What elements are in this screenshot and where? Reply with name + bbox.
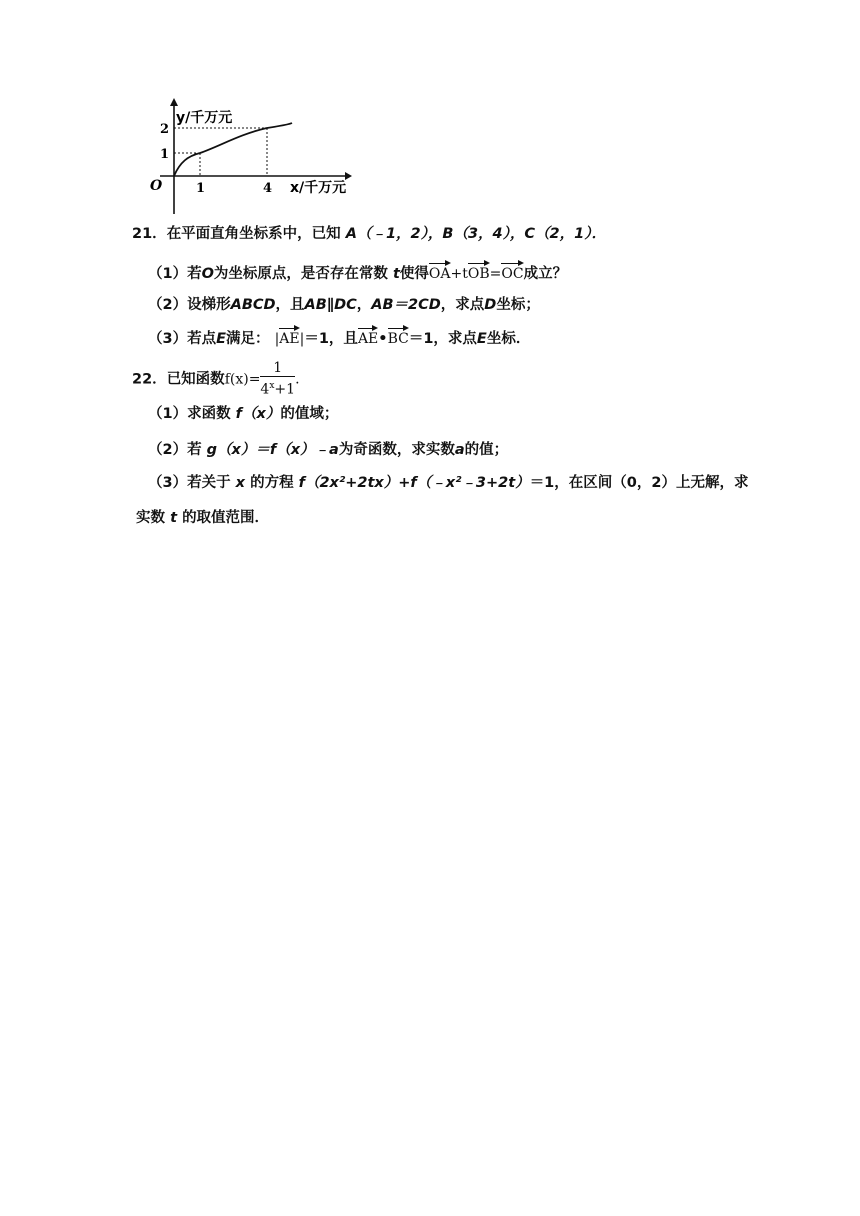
q21-p1-mid: 为坐标原点，是否存在常数: [213, 266, 388, 282]
q22-p2-pre: （2）若: [148, 442, 202, 458]
q22-denominator: [260, 377, 295, 399]
q21-p1-mid2: 使得: [399, 266, 429, 282]
q21-p2-parallel: AB∥DC: [304, 297, 357, 313]
q21-p2-mid: ，且: [275, 297, 305, 313]
function-curve: [174, 123, 292, 176]
q22-p2-a: a: [454, 442, 465, 458]
q22-fraction: [260, 360, 295, 399]
q21-p3-post: 坐标．: [486, 331, 531, 347]
q22-p3-t: t: [170, 510, 177, 526]
q21-p1-o: O: [201, 266, 214, 282]
q22-stem: [132, 360, 300, 399]
q21-part3: [148, 326, 530, 349]
q22-period: .: [295, 371, 300, 388]
q21-stem-text: 在平面直角坐标系中，已知: [166, 226, 341, 242]
q22-number: 22．: [132, 371, 167, 388]
q22-stem-text: 已知函数: [166, 371, 225, 388]
q21-dot: •: [378, 331, 388, 347]
vector-oa: OA: [429, 261, 451, 284]
q21-point-a: A（﹣1，2），: [345, 226, 443, 242]
q21-eq: =: [489, 266, 502, 282]
q21-p1-t: t: [392, 266, 400, 282]
vector-ob: OB: [468, 261, 490, 284]
q22-part1: [148, 404, 338, 424]
origin-label: O: [150, 178, 163, 194]
vector-ae-2: AE: [358, 326, 378, 349]
q21-p3-mid: 满足：: [226, 331, 270, 347]
q21-p3-pre: （3）若点: [148, 331, 217, 347]
y-axis-arrow: [170, 98, 178, 106]
q21-p3-eq1: ＝1，且: [304, 331, 358, 347]
q21-p2-abcd: ABCD: [230, 297, 276, 313]
q22-p1-f: f（x）: [235, 406, 281, 422]
q21-p3-e: E: [216, 331, 226, 347]
q21-p3-eq2: ＝1，求点: [408, 331, 477, 347]
q22-den-exp: x: [269, 381, 275, 391]
q22-p3-x: x: [235, 475, 246, 491]
q21-p1-pre: （1）若: [148, 266, 202, 282]
vector-oc: OC: [501, 261, 523, 284]
q21-point-c: C（2，1）．: [524, 226, 606, 242]
q22-p3-pre: （3）若关于: [148, 475, 231, 491]
q21-p1-post: 成立？: [523, 266, 568, 282]
q21-p2-comma: ，: [356, 297, 372, 313]
q21-plus-t: +t: [450, 266, 468, 282]
q22-part3-line2: [136, 508, 269, 528]
q22-numerator: 1: [260, 360, 295, 377]
vector-ae: AE: [279, 326, 299, 349]
q22-p1-post: 的值域；: [280, 406, 339, 422]
q22-p2-mid: 为奇函数，求实数: [338, 442, 455, 458]
q22-p3-post: ＝1，在区间（0，2）上无解，求: [529, 475, 749, 491]
y-axis-label: y/千万元: [176, 110, 233, 126]
q21-number: 21．: [132, 226, 167, 242]
function-graph: [140, 96, 360, 218]
q22-p3-mid: 的方程: [250, 475, 294, 491]
q22-p3-equation: f（2x²+2tx）+f（﹣x²﹣3+2t）: [298, 475, 530, 491]
x-axis-label: x/千万元: [290, 180, 347, 196]
x-tick-1: 1: [196, 181, 206, 196]
x-tick-4: 4: [263, 181, 273, 196]
q21-part1: [148, 261, 567, 284]
y-tick-1: 1: [160, 147, 170, 162]
q22-part2: [148, 440, 508, 460]
x-axis-arrow: [345, 172, 352, 180]
q21-p3-e2: E: [476, 331, 487, 347]
q22-p3-line2-post: 的取值范围．: [182, 510, 270, 526]
q21-abs-left: |: [274, 331, 280, 347]
vector-bc: BC: [388, 326, 409, 349]
q21-part2: [148, 295, 540, 315]
q21-p2-eq: AB＝2CD: [371, 297, 441, 313]
q21-stem: [132, 224, 606, 244]
q22-den-base: 4: [260, 381, 270, 398]
q21-point-b: B（3，4），: [442, 226, 525, 242]
q22-p2-post: 的值；: [464, 442, 509, 458]
q22-p1-pre: （1）求函数: [148, 406, 231, 422]
q22-p3-line2-pre: 实数: [136, 510, 165, 526]
q22-p2-g: g（x）＝f（x）﹣a: [206, 442, 339, 458]
q21-p2-d: D: [484, 297, 497, 313]
q22-part3: [148, 473, 748, 493]
q21-p2-pre: （2）设梯形: [148, 297, 231, 313]
q21-p2-mid2: ，求点: [440, 297, 485, 313]
q22-fx: f(x)=: [224, 371, 261, 388]
q22-den-tail: +1: [274, 381, 296, 398]
q21-p2-post: 坐标；: [496, 297, 540, 313]
q21-abs-right: |: [299, 331, 305, 347]
y-tick-2: 2: [160, 122, 170, 137]
